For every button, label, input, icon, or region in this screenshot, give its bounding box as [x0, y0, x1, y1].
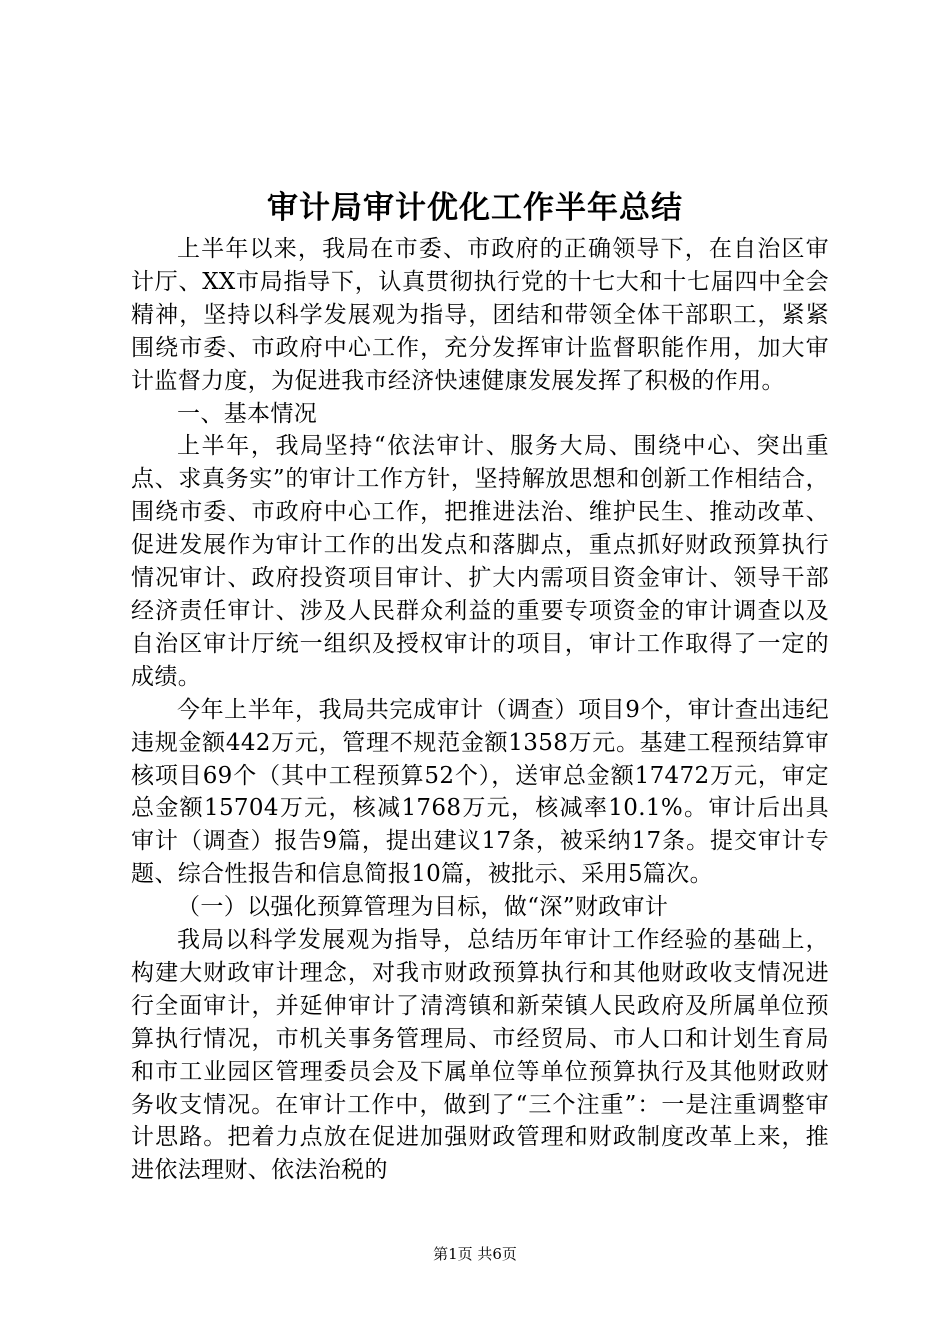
paragraph-intro: 上半年以来，我局在市委、市政府的正确领导下，在自治区审计厅、XX市局指导下，认真贯彻执行党的十七大和十七届四中全会精神，坚持以科学发展观为指导，团结和带领全体干部职工，紧紧围绕市委、市政府中心工作，充分发挥审计监督职能作用，加大审计监督力度，为促进我市经济快速健康发展发挥了积极的作用。: [131, 236, 829, 394]
subsection-heading-fiscal-audit: （一）以强化预算管理为目标，做“深”财政审计: [177, 894, 669, 921]
document-body: [131, 233, 829, 1187]
paragraph-fiscal-audit: 我局以科学发展观为指导，总结历年审计工作经验的基础上，构建大财政审计理念，对我市财政预算执行和其他财政收支情况进行全面审计，并延伸审计了清湾镇和新荣镇人民政府及所属单位预算执行情况，市机关事务管理局、市经贸局、市人口和计划生育局和市工业园区管理委员会及下属单位等单位预算执行及其他财政财务收支情况。在审计工作中，做到了“三个注重”：一是注重调整审计思路。把着力点放在促进加强财政管理和财政制度改革上来，推进依法理财、依法治税的: [131, 927, 829, 1184]
document-title: 审计局审计优化工作半年总结: [267, 190, 683, 226]
paragraph-audit-statistics: 今年上半年，我局共完成审计（调查）项目9个，审计查出违纪违规金额442万元，管理不规范金额1358万元。基建工程预结算审核项目69个（其中工程预算52个），送审总金额17472万元，审定总金额15704万元，核减1768万元，核减率10.1%。审计后出具审计（调查）报告9篇，提出建议17条，被采纳17条。提交审计专题、综合性报告和信息简报10篇，被批示、采用5篇次。: [131, 696, 829, 888]
page-number-footer: 第1页 共6页: [433, 1245, 517, 1263]
paragraph-audit-policy: 上半年，我局坚持“依法审计、服务大局、围绕中心、突出重点、求真务实”的审计工作方针，坚持解放思想和创新工作相结合，围绕市委、市政府中心工作，把推进法治、维护民生、推动改革、促进发展作为审计工作的出发点和落脚点，重点抓好财政预算执行情况审计、政府投资项目审计、扩大内需项目资金审计、领导干部经济责任审计、涉及人民群众利益的重要专项资金的审计调查以及自治区审计厅统一组织及授权审计的项目，审计工作取得了一定的成绩。: [131, 433, 829, 690]
section-heading-basic-situation: 一、基本情况: [177, 400, 318, 427]
